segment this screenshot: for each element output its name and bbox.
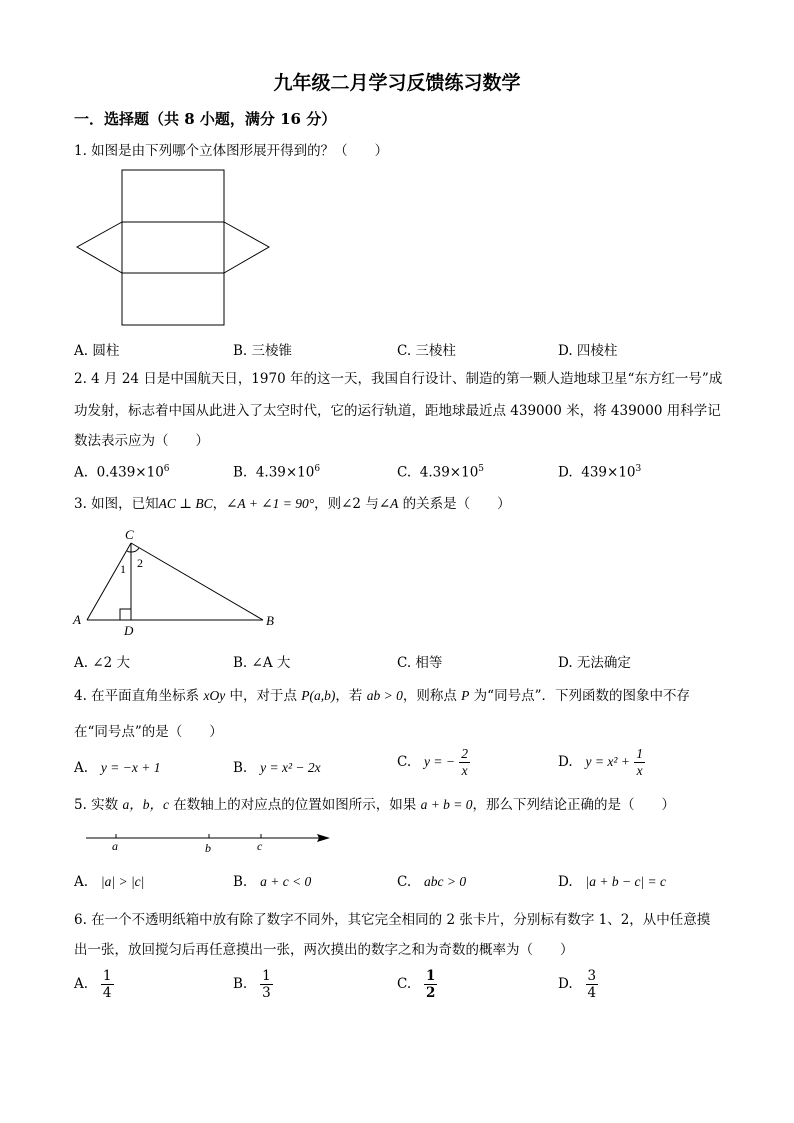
label-a: A — [73, 612, 81, 627]
q5-option-c[interactable]: C. abc > 0 — [397, 874, 467, 890]
net-rect-top — [122, 170, 224, 222]
q5-option-a[interactable]: A. |a| > |c| — [74, 874, 145, 890]
net-triangle-left — [77, 222, 122, 273]
q2-stem-line1: 2. 4 月 24 日是中国航天日，1970 年的这一天，我国自行设计、制造的第一颗人造地球卫星“东方红一号”成 — [74, 371, 723, 387]
label-d: D — [124, 623, 134, 638]
q5-number-line — [84, 828, 334, 858]
q4-option-d[interactable]: D. y = x² + $\frac{1}{x}$ — [558, 746, 643, 778]
label-angle-2: 2 — [137, 556, 143, 570]
q4-option-c[interactable]: C. y = − $\frac{2}{x}$ — [397, 746, 469, 778]
q1-option-a[interactable]: A. 圆柱 — [74, 343, 120, 359]
q3-option-a[interactable]: A. ∠2 大 — [74, 655, 131, 671]
right-angle-mark — [120, 609, 131, 620]
q2-option-c[interactable]: C. $4.39\times 10^5$ — [397, 464, 485, 481]
q1-option-c[interactable]: C. 三棱柱 — [397, 343, 456, 359]
q4-stem-line1: 4. 在平面直角坐标系 xOy 中，对于点 P(a,b)，若 ab > 0，则称点 P 为“同号点”．下列函数的图象中不存 — [74, 688, 690, 704]
q1-stem: 1. 如图是由下列哪个立体图形展开得到的？（ ） — [74, 143, 389, 159]
net-triangle-right — [224, 222, 269, 273]
net-rect-bottom — [122, 273, 224, 325]
axis-label-a: a — [112, 839, 118, 853]
q6-stem-line1: 6. 在一个不透明纸箱中放有除了数字不同外，其它完全相同的 2 张卡片，分别标有数字 1、2，从中任意摸 — [74, 912, 711, 928]
q5-option-b[interactable]: B. a + c < 0 — [233, 874, 312, 890]
q1-net-figure — [74, 168, 274, 330]
q2-option-a[interactable]: A. $0.439\times 10^6$ — [74, 464, 170, 481]
page-title: 九年级二月学习反馈练习数学 — [273, 72, 521, 94]
q3-option-d[interactable]: D. 无法确定 — [558, 655, 631, 671]
q3-triangle-figure — [70, 526, 285, 638]
q6-option-a[interactable]: A. $\frac{1}{4}$ — [74, 968, 112, 1001]
q3-option-b[interactable]: B. ∠A 大 — [233, 655, 291, 671]
label-c: C — [125, 527, 134, 542]
q5-option-d[interactable]: D. |a + b − c| = c — [558, 874, 667, 890]
q4-option-a[interactable]: A. y = −x + 1 — [74, 760, 161, 776]
q2-option-b[interactable]: B. $4.39\times 10^6$ — [233, 464, 321, 481]
q1-option-b[interactable]: B. 三棱锥 — [233, 343, 293, 359]
q2-option-d[interactable]: D. $439\times 10^3$ — [558, 464, 642, 481]
q4-stem-line2: 在“同号点”的是（ ） — [74, 724, 223, 740]
q4-option-b[interactable]: B. y = x² − 2x — [233, 760, 321, 776]
net-rect-middle — [122, 222, 224, 273]
label-angle-1: 1 — [120, 562, 126, 576]
edge-ac — [87, 543, 131, 620]
q1-option-d[interactable]: D. 四棱柱 — [558, 343, 618, 359]
angle-arc-2 — [131, 548, 139, 552]
q2-stem-line2: 功发射，标志着中国从此进入了太空时代，它的运行轨道，距地球最近点 439000 米，将 439000 用科学记 — [74, 403, 721, 419]
edge-bc — [131, 543, 263, 620]
q3-stem: 3. 如图，已知AC ⊥ BC，∠A + ∠1 = 90°，则∠2 与∠A 的关系是（ ） — [74, 496, 511, 512]
q2-stem-line3: 数法表示应为（ ） — [74, 433, 209, 449]
q6-stem-line2: 出一张，放回搅匀后再任意摸出一张，两次摸出的数字之和为奇数的概率为（ ） — [74, 942, 574, 958]
q6-option-d[interactable]: D. $\frac{3}{4}$ — [558, 968, 597, 1001]
q5-stem: 5. 实数 a，b，c 在数轴上的对应点的位置如图所示，如果 a + b = 0，那么下列结论正确的是（ ） — [74, 797, 676, 813]
q3-option-c[interactable]: C. 相等 — [397, 655, 443, 671]
angle-arc-1 — [127, 551, 131, 552]
axis-label-b: b — [205, 841, 211, 855]
q6-option-b[interactable]: B. $\frac{1}{3}$ — [233, 968, 271, 1001]
axis-label-c: c — [257, 839, 263, 853]
section-heading: 一．选择题（共 8 小题，满分 16 分） — [74, 110, 337, 128]
label-b: B — [266, 613, 274, 628]
q6-option-c[interactable]: C. $\frac{1}{2}$ — [397, 968, 436, 1001]
